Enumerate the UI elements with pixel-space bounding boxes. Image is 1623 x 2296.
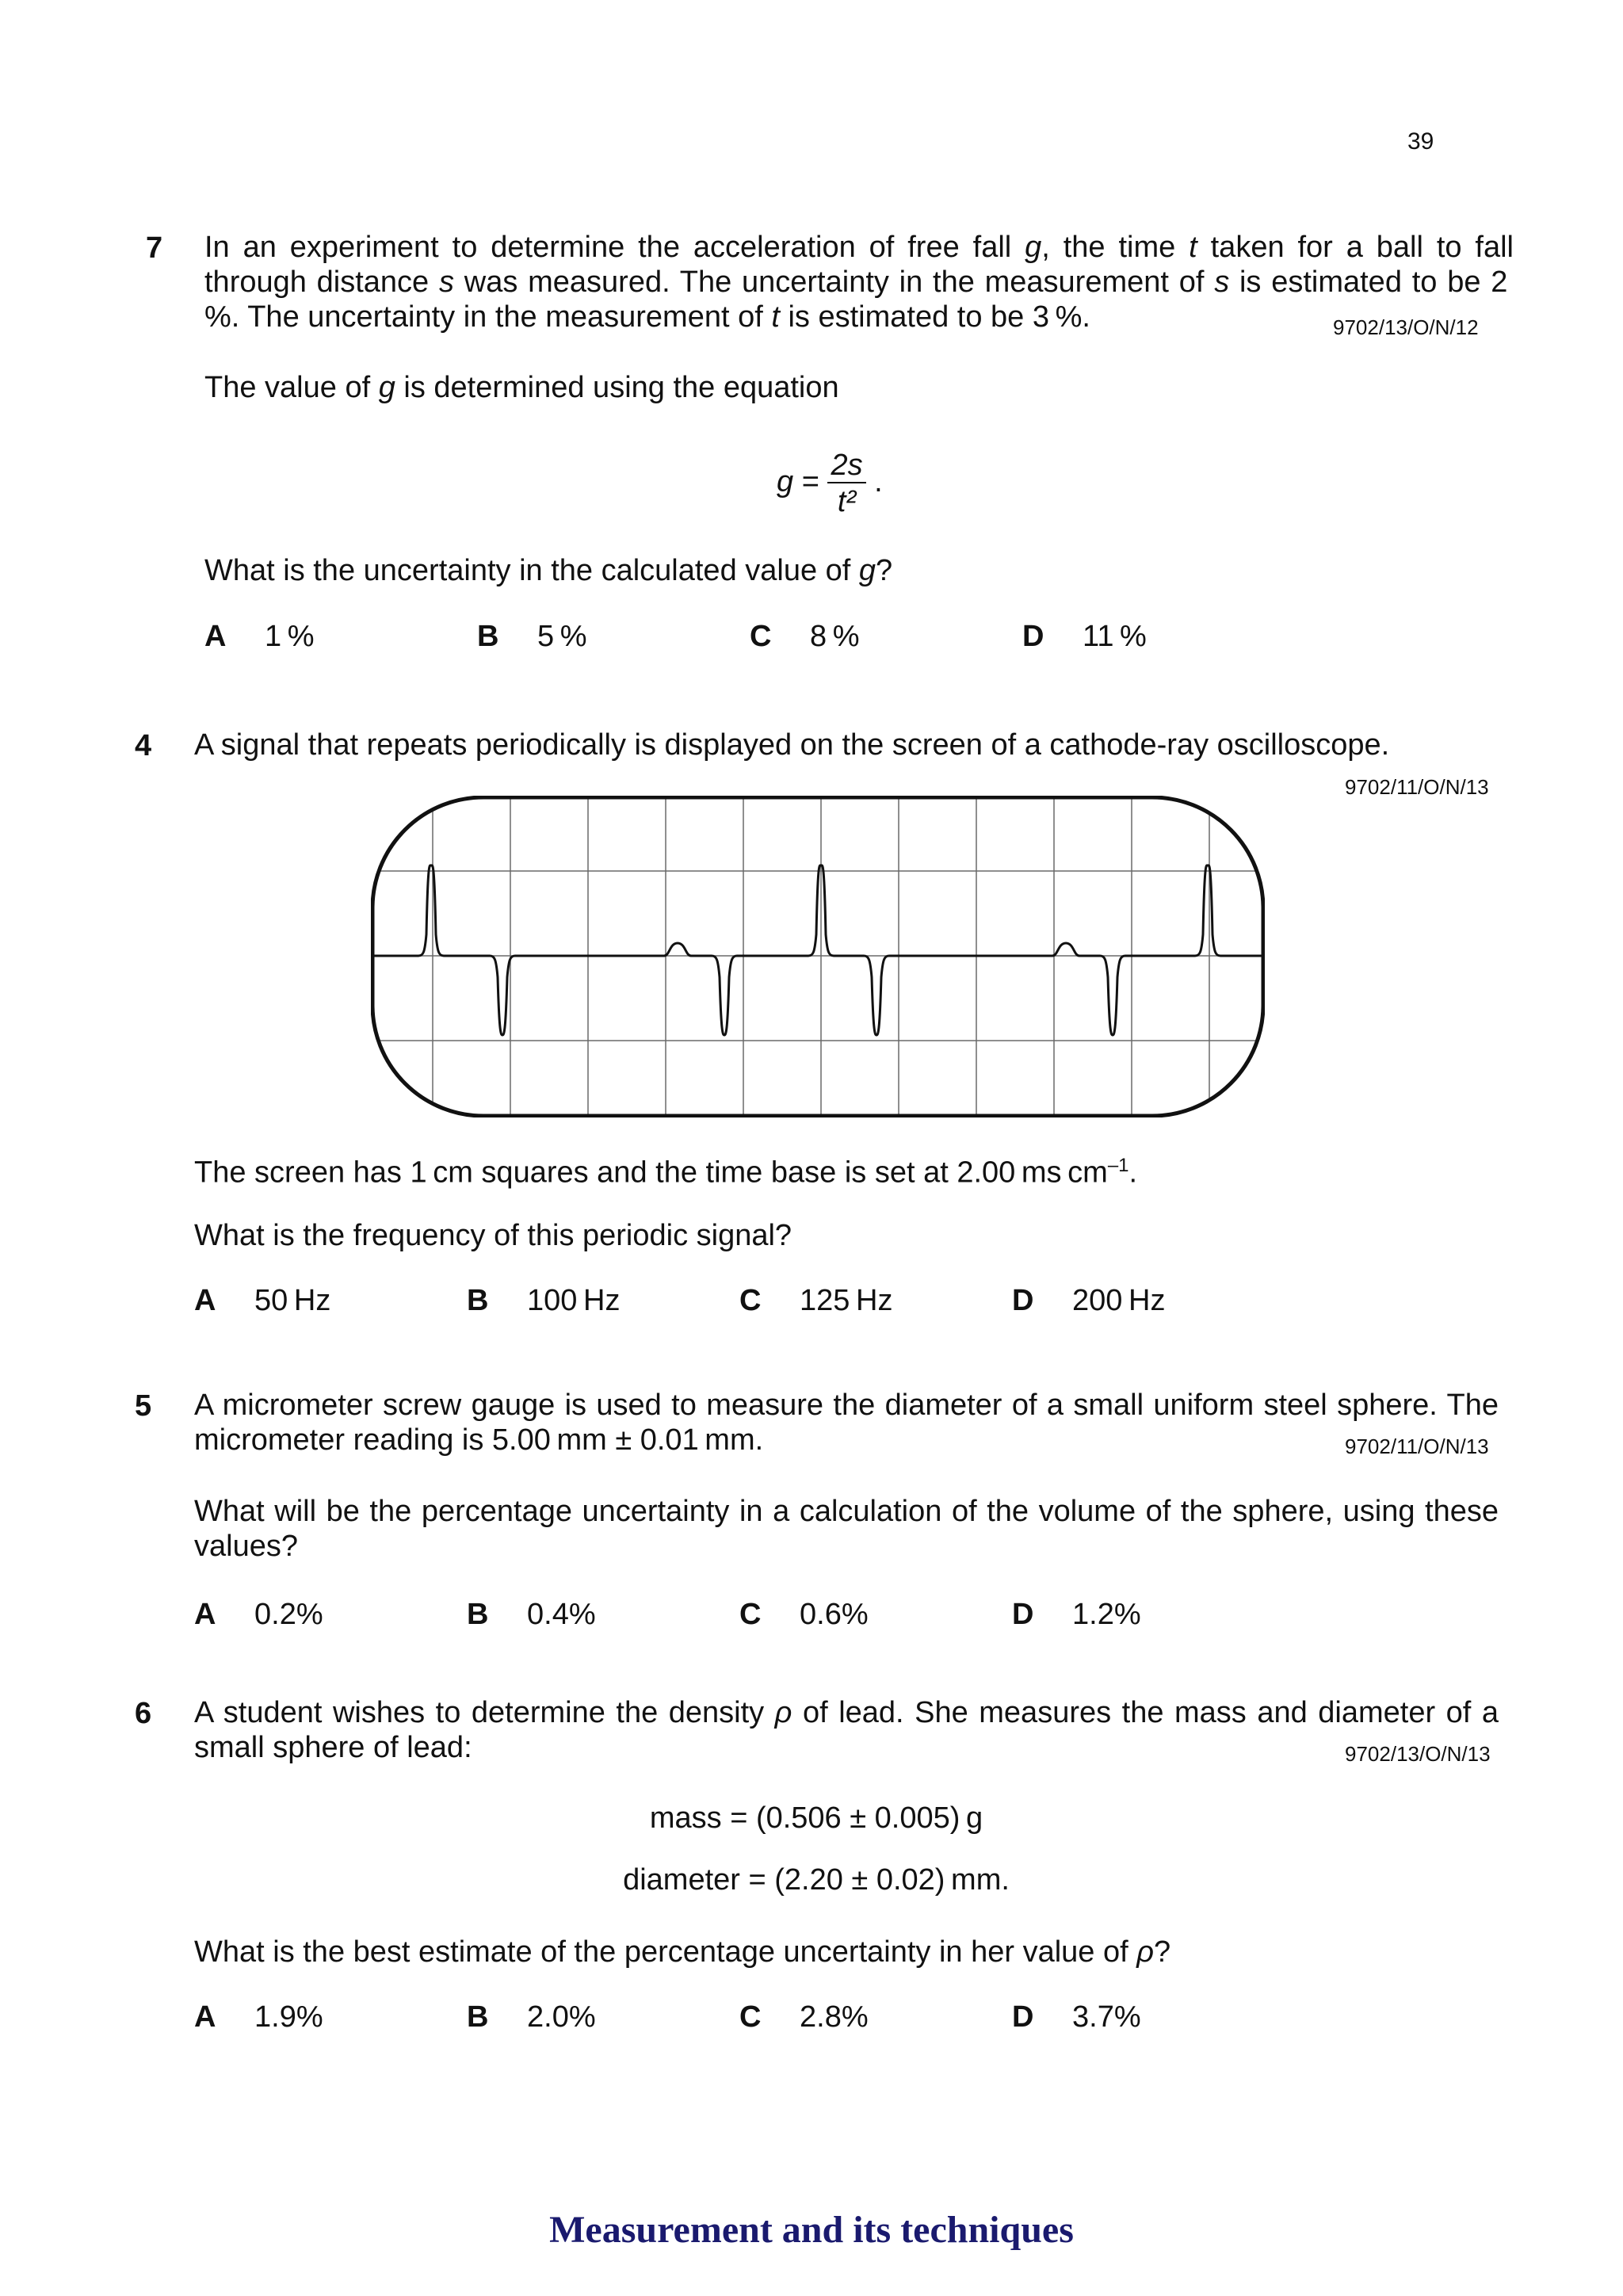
question-7-source-code: 9702/13/O/N/12 bbox=[1333, 315, 1479, 339]
question-7-equation-intro: The value of g is determined using the equation bbox=[204, 371, 839, 404]
question-5-option-d[interactable]: D 1.2% bbox=[1012, 1598, 1141, 1631]
question-6-mass: mass = (0.506 ± 0.005) g bbox=[649, 1801, 983, 1835]
question-4-option-d[interactable]: D 200 Hz bbox=[1012, 1284, 1166, 1317]
page-number: 39 bbox=[1407, 128, 1434, 155]
question-5-option-b[interactable]: B 0.4% bbox=[467, 1598, 596, 1631]
question-5-option-c[interactable]: C 0.6% bbox=[739, 1598, 869, 1631]
question-6-option-b[interactable]: B 2.0% bbox=[467, 2000, 596, 2034]
question-4-question: What is the frequency of this periodic signal? bbox=[194, 1219, 792, 1252]
question-4-option-c[interactable]: C 125 Hz bbox=[739, 1284, 893, 1317]
question-4-text: A signal that repeats periodically is displayed on the screen of a cathode-ray oscilloscope. bbox=[194, 728, 1390, 762]
question-7-option-c[interactable]: C 8 % bbox=[750, 620, 860, 653]
question-5-option-a[interactable]: A 0.2% bbox=[194, 1598, 323, 1631]
question-7-equation: g = $\frac{2s}{\text{t²}}$ . bbox=[777, 449, 883, 518]
question-7-number: 7 bbox=[146, 231, 163, 265]
question-6-diameter: diameter = (2.20 ± 0.02) mm. bbox=[623, 1863, 1010, 1897]
question-4-option-a[interactable]: A 50 Hz bbox=[194, 1284, 331, 1317]
question-6-question: What is the best estimate of the percentage uncertainty in her value of ρ? bbox=[194, 1935, 1171, 1969]
question-6-option-c[interactable]: C 2.8% bbox=[739, 2000, 869, 2034]
question-6-option-d[interactable]: D 3.7% bbox=[1012, 2000, 1141, 2034]
equation-fraction: $\frac{2s}{\text{t²}}$ bbox=[827, 450, 865, 517]
oscilloscope-trace bbox=[371, 865, 1265, 1035]
question-4-number: 4 bbox=[135, 729, 152, 762]
question-5-text: A micrometer screw gauge is used to measure the diameter of a small uniform steel sphere. The micrometer reading is 5.00 mm ± 0.01 mm. bbox=[194, 1389, 1499, 1457]
question-6-number: 6 bbox=[135, 1697, 152, 1730]
oscilloscope-screen bbox=[371, 796, 1265, 1117]
question-7-option-b[interactable]: B 5 % bbox=[477, 620, 587, 653]
question-6-text: A student wishes to determine the density ρ of lead. She measures the mass and diameter of a small sphere of lead: bbox=[194, 1696, 1499, 1764]
question-5-number: 5 bbox=[135, 1389, 152, 1423]
question-4-timebase-text: The screen has 1 cm squares and the time base is set at 2.00 ms $cm^{-1}$. bbox=[194, 1155, 1138, 1190]
chapter-footer-title: Measurement and its techniques bbox=[549, 2209, 1074, 2251]
question-4-source-code: 9702/11/O/N/13 bbox=[1345, 775, 1489, 799]
question-7-option-a[interactable]: A 1 % bbox=[204, 620, 315, 653]
question-7-question: What is the uncertainty in the calculated value of g? bbox=[204, 554, 893, 587]
question-7-text: In an experiment to determine the acceleration of free fall g, the time t taken for a ball to fall through distance s was measured. The uncertainty in the measurement of s is estimated to be 2 %. The uncertainty in the measurement of t is estimated to be 3 %. bbox=[204, 231, 1514, 334]
question-6-option-a[interactable]: A 1.9% bbox=[194, 2000, 323, 2034]
question-4-option-b[interactable]: B 100 Hz bbox=[467, 1284, 621, 1317]
question-6-source-code: 9702/13/O/N/13 bbox=[1345, 1742, 1491, 1766]
question-5-question: What will be the percentage uncertainty in a calculation of the volume of the sphere, using these values? bbox=[194, 1495, 1499, 1563]
question-7-option-d[interactable]: D 11 % bbox=[1022, 620, 1147, 653]
question-5-source-code: 9702/11/O/N/13 bbox=[1345, 1435, 1489, 1458]
